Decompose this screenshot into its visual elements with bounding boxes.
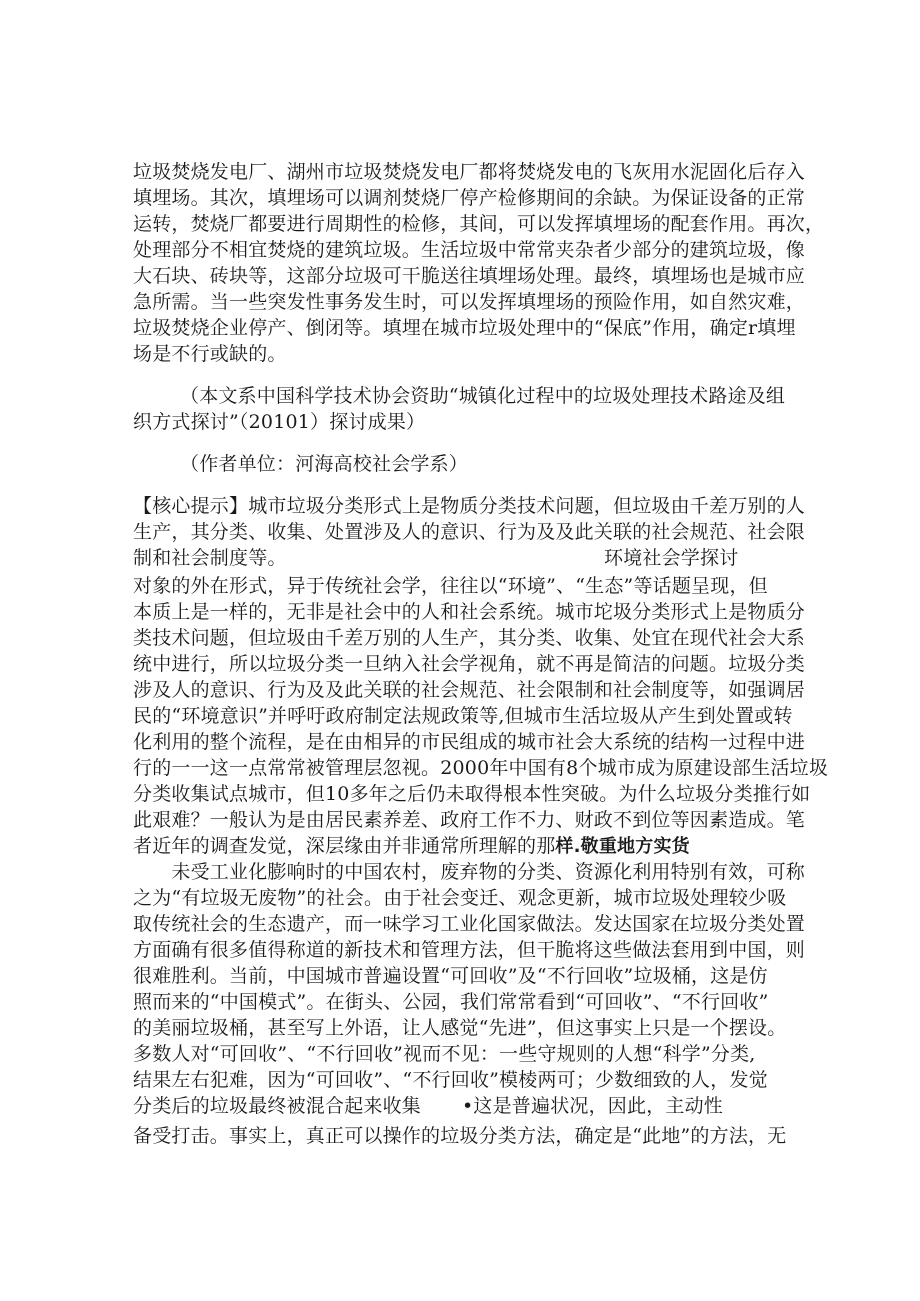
paragraph1-line: 垃圾焚烧发电厂、湖州市垃圾焚烧发电厂都将焚烧发电的飞灰用水泥固化后存入 — [133, 161, 806, 183]
paragraph1-line: 场是不行或缺的。 — [133, 343, 287, 365]
paragraph1-line: 填埋场。其次，填埋场可以调剂焚烧厂停产检修期间的余缺。为保证设备的正常 — [133, 187, 806, 209]
funding-note-line: （本文系中国科学技术协会资助“城镇化过程中的垃圾处理技术路途及组 — [180, 385, 786, 407]
paragraph2-line: 涉及人的意识、行为及及此关联的社会规范、社会限制和社会制度等，如强调居 — [133, 679, 806, 701]
paragraph1-line: 运转，焚烧厂都要进行周期性的检修，其间，可以发挥填埋场的配套作用。再次， — [133, 213, 825, 235]
core-tip-line: 生产，其分类、收集、处置涉及人的意识、行为及及此关联的社会规范、社会限 — [133, 521, 806, 543]
paragraph3-line: 多数人对“可回收”、“不行回收”视而不见：一些守规则的人想“科学”分类, — [133, 1043, 756, 1065]
paragraph3-line: 取传统社会的生态遗产，而一味学习工业化国家做法。发达国家在垃圾分类处置 — [133, 913, 806, 935]
core-tip-line: 制和社会制度等。 — [133, 547, 287, 569]
core-tip-line: 【核心提示】城市垃圾分类形式上是物质分类技术问题，但垃圾由千差万别的人 — [133, 495, 806, 517]
paragraph2-last-line — [133, 834, 690, 859]
paragraph2-line: 化利用的整个流程，是在由相异的市民组成的城市社会大系统的结构一过程中进 — [133, 731, 806, 753]
paragraph2-line: 类技术问题，但垃圾由千差万别的人生产，其分类、收集、处宜在现代社会大系 — [133, 627, 806, 649]
paragraph1-line: 急所需。当一些突发性事务发生时，可以发挥填埋场的预险作用，如自然灾难， — [133, 291, 806, 313]
paragraph2-line: 此艰难？一般认为是由居民素养差、政府工作不力、财政不到位等因素造成。笔 — [133, 809, 806, 831]
paragraph2-last-text: 者近年的调查发觉，深层缘由并非通常所理解的那 — [133, 835, 556, 857]
paragraph2-bold-heading: 样.敬重地方实货 — [555, 836, 690, 857]
core-tip-tail: 环境社会学探讨 — [604, 547, 739, 569]
funding-note-line: 织方式探讨”（20101）探讨成果） — [133, 411, 426, 433]
paragraph3-line: 很难胜利。当前，中国城市普遍设置“可回收”及“不行回收”垃圾桶，这是仿 — [133, 965, 768, 987]
paragraph2-line: 本质上是一样的，无非是社会中的人和社会系统。城市坨圾分类形式上是物质分 — [133, 601, 806, 623]
paragraph3-line: 结果左右犯难，因为“可回收”、“不行回收”模棱两可；少数细致的人，发觉 — [133, 1069, 768, 1091]
paragraph3-gap-left: 分类后的垃圾最终被混合起来收集 — [133, 1095, 422, 1117]
paragraph2-line: 分类收集试点城市，但10多年之后仍未取得根本性突破。为什么垃圾分类推行如 — [133, 783, 811, 805]
paragraph2-line: 行的一一这一点常常被管理层忽视。2000年中国有8个城市成为原建设部生活垃圾 — [133, 757, 829, 779]
paragraph2-line: 民的“环境意识”并呼吁政府制定法规政策等,但城市生活垃圾从产生到处置或转 — [133, 705, 793, 727]
paragraph2-line: 统中进行，所以垃圾分类一旦纳入社会学视角，就不再是简洁的问题。垃圾分类 — [133, 653, 806, 675]
paragraph3-last-line: 备受打击。事实上，真正可以操作的垃圾分类方法，确定是“此地”的方法，无 — [133, 1125, 787, 1147]
paragraph3-line: 的美丽垃圾桶，甚至写上外语，让人感觉“先进”，但这事实上只是一个摆设。 — [133, 1017, 787, 1039]
paragraph1-line: 处理部分不相宜焚烧的建筑垃圾。生活垃圾中常常夹杂者少部分的建筑垃圾，像 — [133, 239, 806, 261]
paragraph3-line: 方面确有很多值得称道的新技术和管理方法，但干脆将这些做法套用到中国，则 — [133, 939, 806, 961]
paragraph3-line: 照而来的“中国模式”。在街头、公园，我们常常看到“可回收”、“不行回收” — [133, 991, 769, 1013]
paragraph3-line: 未受工业化膨响时的中国农村，废弃物的分类、资源化利用特别有效，可称 — [133, 861, 806, 883]
paragraph3-line: 之为“有垃圾无废物”的社会。由于社会变迁、观念更新，城市垃圾处理较少吸 — [133, 887, 787, 909]
paragraph2-line: 对象的外在形式，异于传统社会学，往往以“环境”、“生态”等话题呈现，但 — [133, 575, 768, 597]
paragraph1-line: 垃圾焚烧企业停产、倒闭等。填埋在城市垃圾处理中的“保底”作用，确定r填埋 — [133, 317, 796, 339]
author-unit: （作者单位：河海高校社会学系） — [180, 453, 469, 475]
paragraph3-gap-right: •这是普遍状况，因此，主动性 — [462, 1095, 724, 1117]
paragraph1-line: 大石块、砖块等，这部分垃圾可干脆送往填埋场处理。最终，填埋场也是城市应 — [133, 265, 806, 287]
